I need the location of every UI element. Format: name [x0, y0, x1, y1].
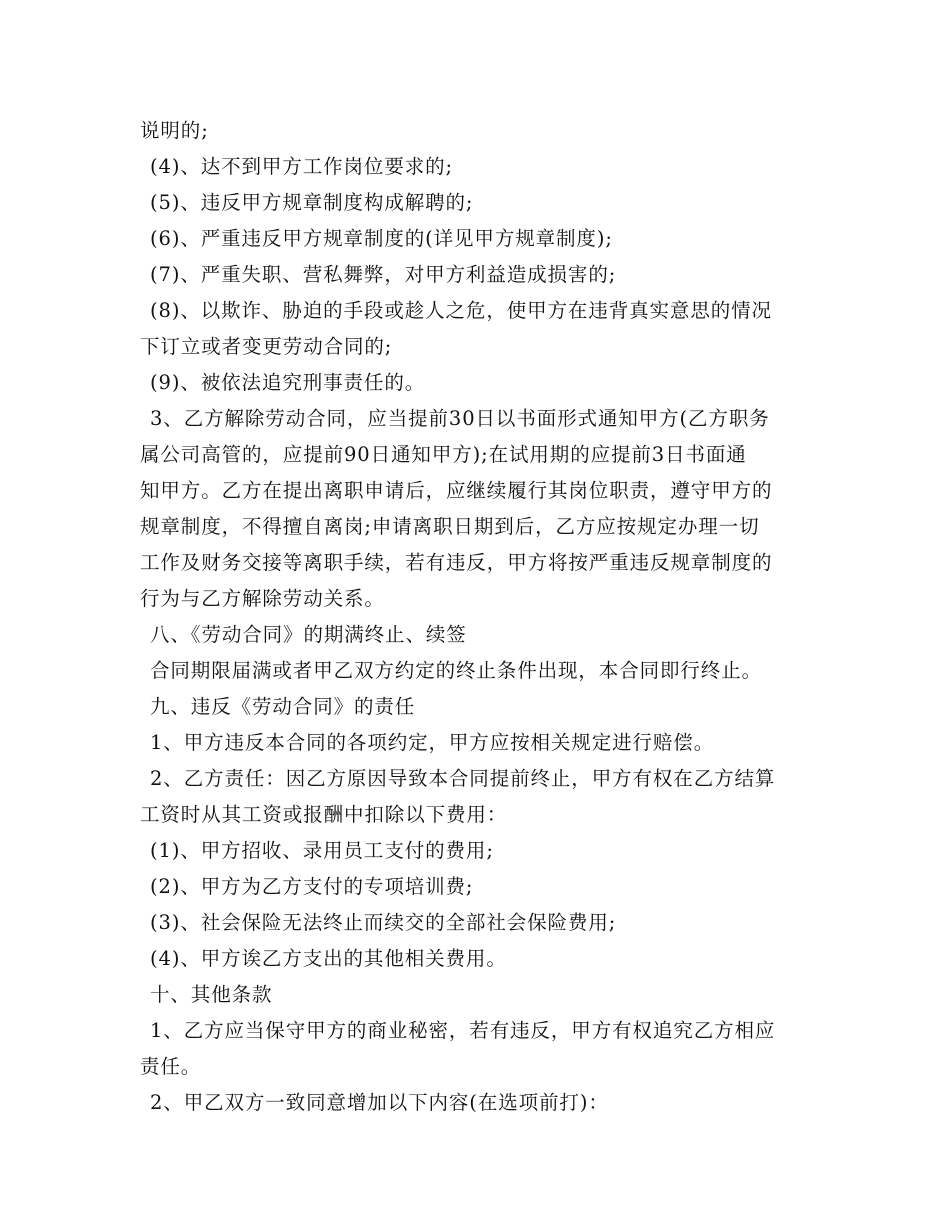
section-heading: 十、其他条款 [150, 983, 273, 1006]
text-line: 责任。 [140, 1055, 202, 1078]
text-line: 说明的; [140, 119, 209, 142]
section-heading: 九、违反《劳动合同》的责任 [150, 695, 416, 718]
text-line: (9)、被依法追究刑事责任的。 [150, 371, 426, 394]
text-line: 2、甲乙双方一致同意增加以下内容(在选项前打)： [150, 1091, 609, 1114]
text-line: 属公司高管的，应提前90日通知甲方);在试用期的应提前3日书面通 [140, 443, 747, 466]
text-line: 2、乙方责任：因乙方原因导致本合同提前终止，甲方有权在乙方结算 [150, 767, 776, 790]
text-line: 工资时从其工资或报酬中扣除以下费用： [140, 803, 508, 826]
text-line: (6)、严重违反甲方规章制度的(详见甲方规章制度); [150, 227, 613, 250]
text-line: (4)、甲方诶乙方支出的其他相关费用。 [150, 947, 507, 970]
text-line: (3)、社会保险无法终止而续交的全部社会保险费用; [150, 911, 617, 934]
text-line: 下订立或者变更劳动合同的; [140, 335, 393, 358]
section-heading: 八、《劳动合同》的期满终止、续签 [150, 623, 467, 646]
text-line: (7)、严重失职、营私舞弊，对甲方利益造成损害的; [150, 263, 617, 286]
text-line: 3、乙方解除劳动合同，应当提前30日以书面形式通知甲方(乙方职务 [150, 407, 770, 430]
text-line: (2)、甲方为乙方支付的专项培训费; [150, 875, 474, 898]
text-line: 行为与乙方解除劳动关系。 [140, 587, 385, 610]
text-line: 知甲方。乙方在提出离职申请后，应继续履行其岗位职责，遵守甲方的 [140, 479, 773, 502]
text-line: (1)、甲方招收、录用员工支付的费用; [150, 839, 494, 862]
document-body [140, 113, 820, 1121]
text-line: (5)、违反甲方规章制度构成解聘的; [150, 191, 474, 214]
text-line: 1、甲方违反本合同的各项约定，甲方应按相关规定进行赔偿。 [150, 731, 715, 754]
text-line: 规章制度，不得擅自离岗;申请离职日期到后，乙方应按规定办理一切 [140, 515, 760, 538]
text-line: (4)、达不到甲方工作岗位要求的; [150, 155, 453, 178]
text-line: 1、乙方应当保守甲方的商业秘密，若有违反，甲方有权追究乙方相应 [150, 1019, 776, 1042]
text-line: 合同期限届满或者甲乙双方约定的终止条件出现，本合同即行终止。 [150, 659, 763, 682]
text-line: 工作及财务交接等离职手续，若有违反，甲方将按严重违反规章制度的 [140, 551, 773, 574]
text-line: (8)、以欺诈、胁迫的手段或趁人之危，使甲方在违背真实意思的情况 [150, 299, 772, 322]
